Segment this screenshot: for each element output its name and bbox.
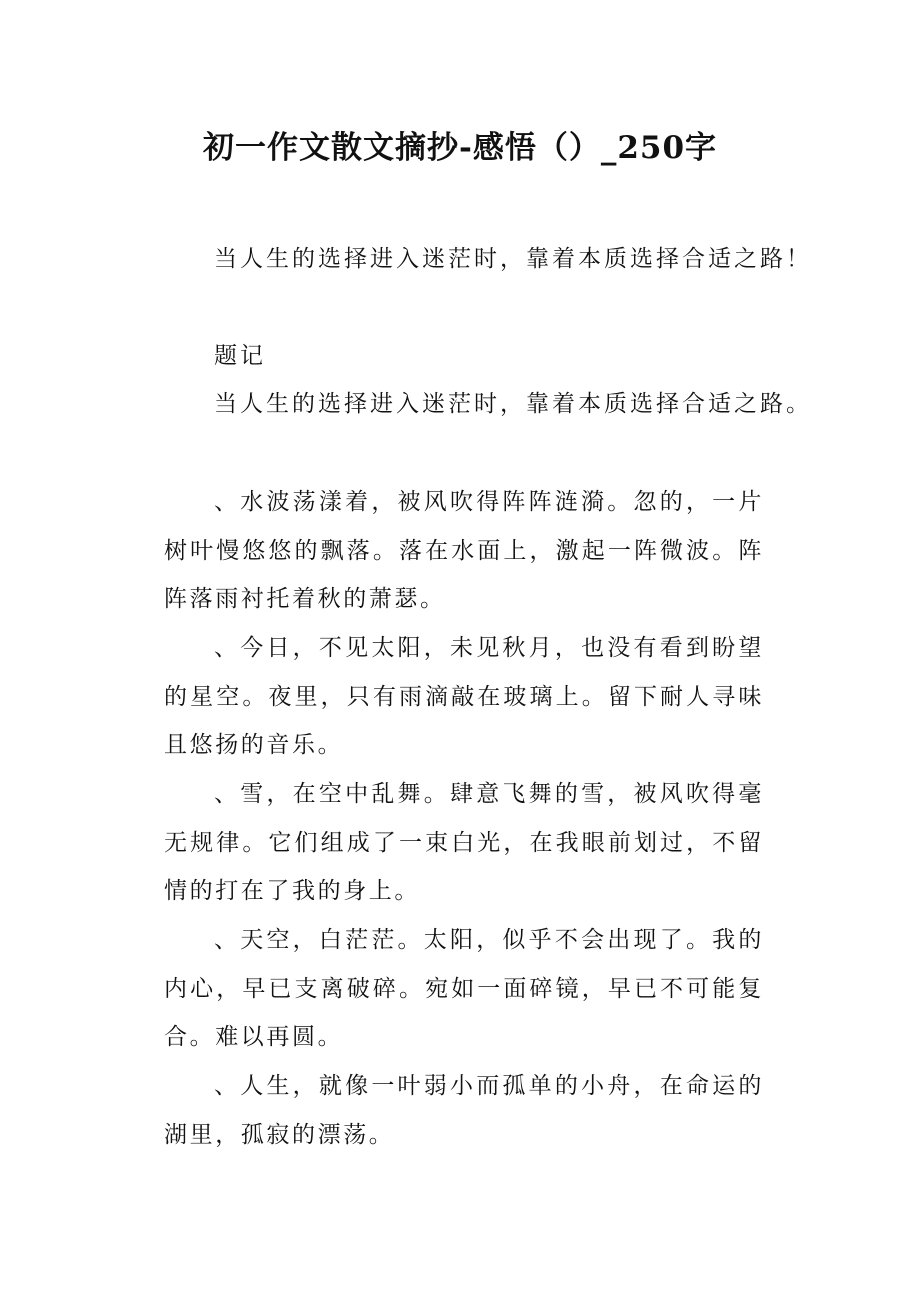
epigraph-label: 题记 [214, 343, 266, 369]
paragraph-3: 、雪，在空中乱舞。肆意飞舞的雪，被风吹得毫无规律。它们组成了一束白光，在我眼前划过，不留情的打在了我的身上。 [164, 781, 764, 904]
document-title: 初一作文散文摘抄-感悟（）_250字 [202, 130, 718, 166]
lead-sentence: 当人生的选择进入迷茫时，靠着本质选择合适之路！ [214, 246, 812, 272]
paragraph-1: 、水波荡漾着，被风吹得阵阵涟漪。忽的，一片树叶慢悠悠的飘落。落在水面上，激起一阵微波。阵阵落雨衬托着秋的萧瑟。 [164, 489, 764, 612]
paragraph-4: 、天空，白茫茫。太阳，似乎不会出现了。我的内心，早已支离破碎。宛如一面碎镜，早已不可能复合。难以再圆。 [164, 927, 764, 1050]
paragraph-2: 、今日，不见太阳，未见秋月，也没有看到盼望的星空。夜里，只有雨滴敲在玻璃上。留下耐人寻味且悠扬的音乐。 [164, 635, 764, 758]
epigraph-text: 当人生的选择进入迷茫时，靠着本质选择合适之路。 [214, 391, 812, 417]
paragraph-5: 、人生，就像一叶弱小而孤单的小舟，在命运的湖里，孤寂的漂荡。 [164, 1073, 764, 1148]
